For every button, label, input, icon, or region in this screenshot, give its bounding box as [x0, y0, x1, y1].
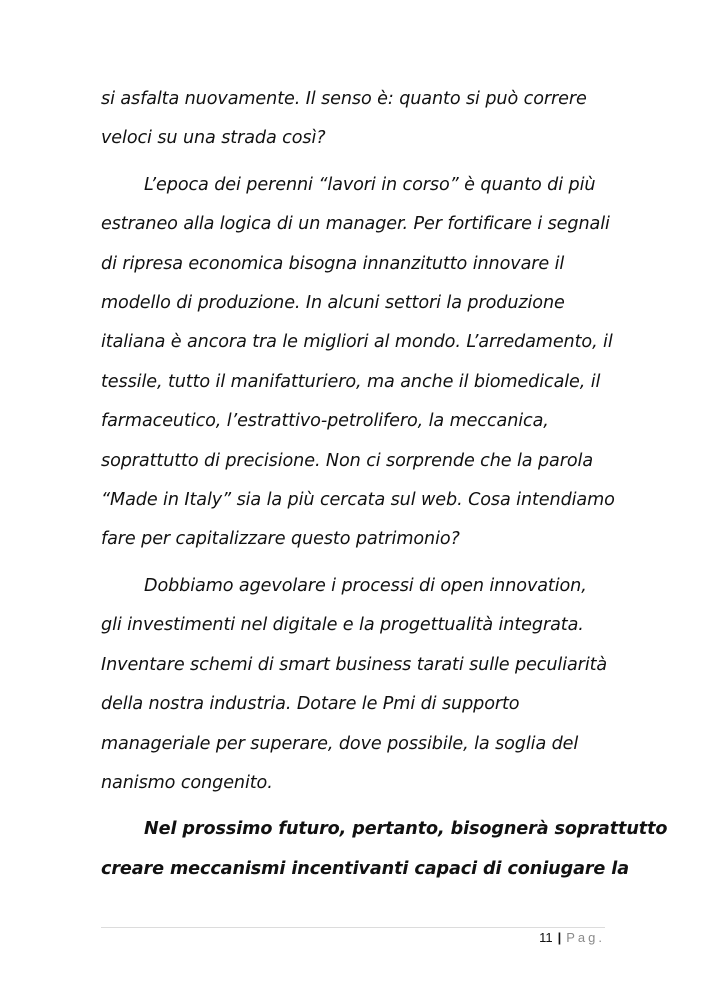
text-line: creare meccanismi incentivanti capaci di coniugare la: [101, 858, 629, 879]
footer-divider: [101, 927, 605, 928]
paragraph: [101, 567, 621, 803]
text-line: tessile, tutto il manifatturiero, ma anche il biomedicale, il: [101, 371, 601, 392]
text-line: si asfalta nuovamente. Il senso è: quanto si può correre: [101, 89, 587, 109]
text-line: nanismo congenito.: [101, 772, 273, 793]
text-line: gli investimenti nel digitale e la progettualità integrata.: [101, 615, 584, 636]
text-line: L’epoca dei perenni “lavori in corso” è quanto di più: [144, 174, 596, 195]
paragraph: [101, 166, 621, 560]
paragraph: [101, 80, 621, 159]
text-line: estraneo alla logica di un manager. Per fortificare i segnali: [101, 214, 610, 235]
text-line: di ripresa economica bisogna innanzitutto innovare il: [101, 253, 565, 274]
text-line: manageriale per superare, dove possibile, la soglia del: [101, 733, 579, 754]
text-line: della nostra industria. Dotare le Pmi di supporto: [101, 694, 520, 715]
page-footer: [539, 930, 605, 946]
text-line: veloci su una strada così?: [101, 128, 326, 149]
paragraph: [101, 810, 668, 889]
text-line: modello di produzione. In alcuni settori la produzione: [101, 293, 565, 314]
text-line: Nel prossimo futuro, pertanto, bisognerà soprattutto: [144, 819, 668, 840]
text-line: “Made in Italy” sia la più cercata sul web. Cosa intendiamo: [101, 490, 615, 511]
text-line: farmaceutico, l’estrattivo-petrolifero, la meccanica,: [101, 411, 549, 432]
text-line: italiana è ancora tra le migliori al mondo. L’arredamento, il: [101, 332, 613, 353]
text-line: soprattutto di precisione. Non ci sorprende che la parola: [101, 450, 593, 471]
text-line: fare per capitalizzare questo patrimonio?: [101, 529, 460, 550]
footer-separator: |: [557, 930, 562, 945]
text-line: Dobbiamo agevolare i processi di open innovation,: [144, 575, 587, 596]
body-text: [101, 80, 668, 889]
text-line: Inventare schemi di smart business tarati sulle peculiarità: [101, 654, 608, 675]
page-number: 11: [539, 930, 553, 945]
page-label: Pag.: [566, 930, 605, 945]
